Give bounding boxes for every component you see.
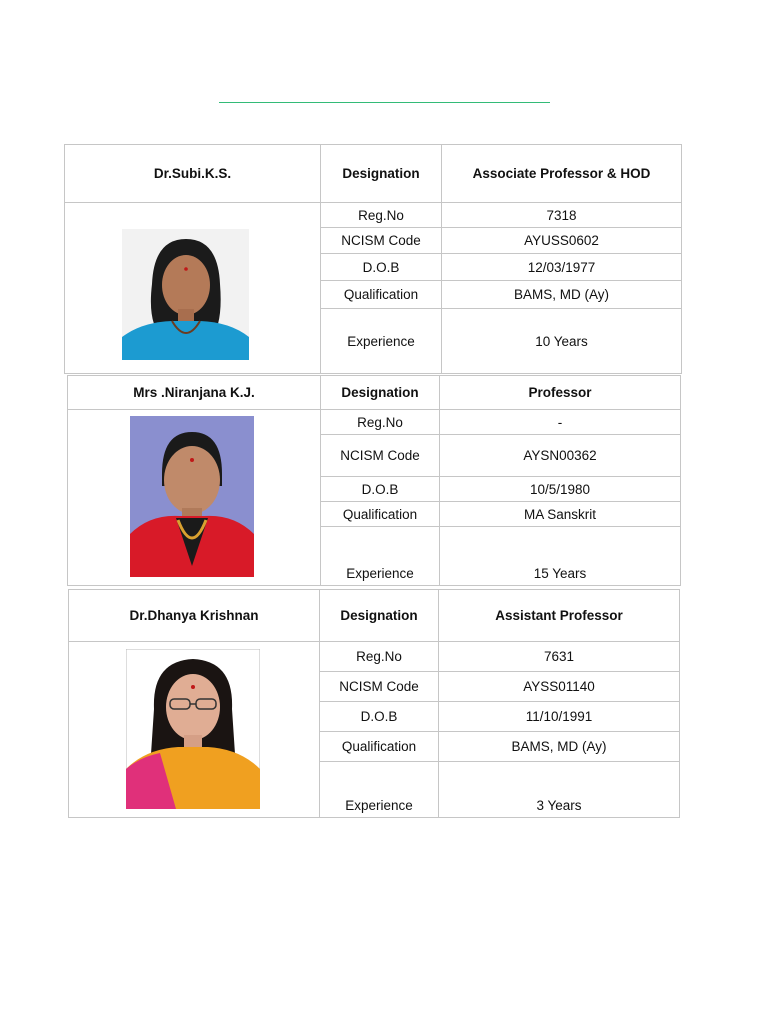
ncism-code-label: NCISM Code <box>320 672 439 702</box>
experience-value: 10 Years <box>442 309 682 374</box>
reg-no-value: 7631 <box>439 642 680 672</box>
faculty-card-1 <box>64 144 682 374</box>
ncism-code-label: NCISM Code <box>321 435 440 477</box>
photo-cell <box>68 410 321 586</box>
experience-label: Experience <box>320 762 439 818</box>
reg-no-value: - <box>440 410 681 435</box>
designation-value: Professor <box>440 376 681 410</box>
faculty-photo <box>130 416 254 577</box>
dob-value: 12/03/1977 <box>442 254 682 281</box>
designation-value: Associate Professor & HOD <box>442 145 682 203</box>
photo-cell <box>69 642 320 818</box>
faculty-card-3 <box>68 589 680 818</box>
dob-label: D.O.B <box>321 477 440 502</box>
faculty-card-2 <box>67 375 681 586</box>
reg-no-label: Reg.No <box>320 642 439 672</box>
qualification-value: MA Sanskrit <box>440 502 681 527</box>
qualification-label: Qualification <box>320 732 439 762</box>
ncism-code-value: AYSS01140 <box>439 672 680 702</box>
reg-no-value: 7318 <box>442 203 682 228</box>
faculty-photo <box>126 649 260 809</box>
designation-label: Designation <box>321 376 440 410</box>
experience-label: Experience <box>321 527 440 586</box>
faculty-name: Mrs .Niranjana K.J. <box>68 376 321 410</box>
dob-value: 10/5/1980 <box>440 477 681 502</box>
faculty-name: Dr.Dhanya Krishnan <box>69 590 320 642</box>
experience-value: 15 Years <box>440 527 681 586</box>
designation-value: Assistant Professor <box>439 590 680 642</box>
qualification-label: Qualification <box>321 281 442 309</box>
title-underline <box>219 102 550 103</box>
reg-no-label: Reg.No <box>321 203 442 228</box>
ncism-code-label: NCISM Code <box>321 228 442 254</box>
qualification-value: BAMS, MD (Ay) <box>442 281 682 309</box>
faculty-photo <box>122 229 249 360</box>
experience-label: Experience <box>321 309 442 374</box>
dob-label: D.O.B <box>321 254 442 281</box>
dob-value: 11/10/1991 <box>439 702 680 732</box>
experience-value: 3 Years <box>439 762 680 818</box>
reg-no-label: Reg.No <box>321 410 440 435</box>
photo-cell <box>65 203 321 374</box>
designation-label: Designation <box>321 145 442 203</box>
qualification-label: Qualification <box>321 502 440 527</box>
ncism-code-value: AYUSS0602 <box>442 228 682 254</box>
ncism-code-value: AYSN00362 <box>440 435 681 477</box>
designation-label: Designation <box>320 590 439 642</box>
qualification-value: BAMS, MD (Ay) <box>439 732 680 762</box>
faculty-name: Dr.Subi.K.S. <box>65 145 321 203</box>
dob-label: D.O.B <box>320 702 439 732</box>
